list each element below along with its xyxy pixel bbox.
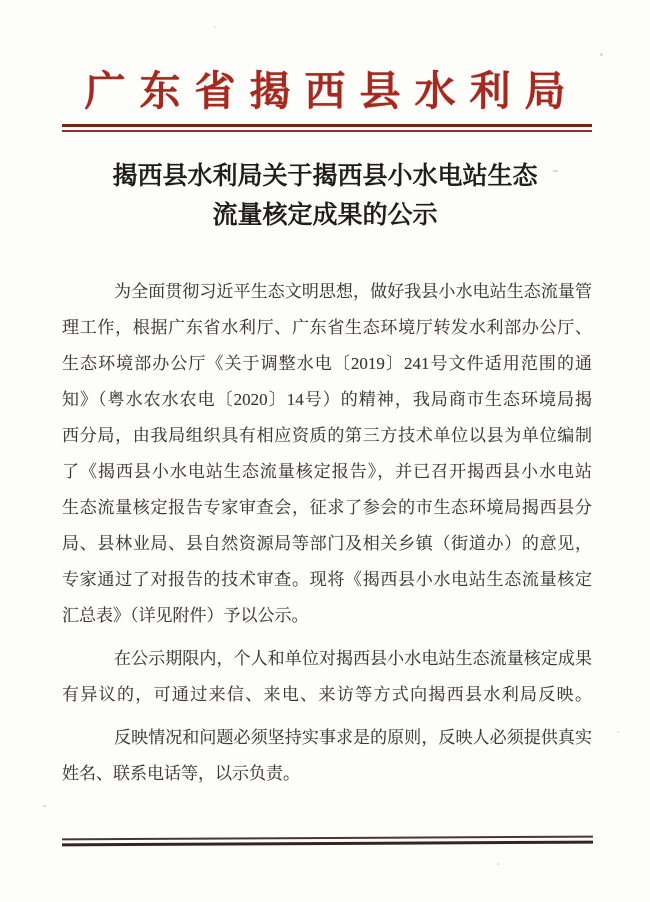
footer-rule-bottom-line bbox=[62, 841, 593, 847]
body-text-line: 生态环境部办公厅《关于调整水电〔2019〕241号文件适用范围的通 bbox=[62, 354, 592, 373]
body-text-line: 局、县林业局、县自然资源局等部门及相关乡镇（街道办）的意见， bbox=[62, 534, 592, 553]
body-text-line: 理工作，根据广东省水利厅、广东省生态环境厅转发水利部办公厅、 bbox=[62, 318, 592, 337]
scan-speck bbox=[600, 53, 603, 56]
agency-letterhead: 广东省揭西县水利局 bbox=[84, 68, 580, 114]
scan-speck bbox=[588, 401, 591, 404]
paragraph-1 bbox=[62, 274, 592, 634]
scan-speck bbox=[617, 731, 619, 733]
letterhead-rule-bottom bbox=[62, 130, 592, 132]
body-text-line: 姓名、联系电话等，以示负责。 bbox=[62, 764, 300, 783]
body-text-line: 生态流量核定报告专家审查会，征求了参会的市生态环境局揭西县分 bbox=[62, 498, 592, 517]
body-text-line: 为全面贯彻习近平生态文明思想，做好我县小水电站生态流量管 bbox=[114, 282, 592, 301]
body-text-line: 西分局，由我局组织具有相应资质的第三方技术单位以县为单位编制 bbox=[62, 426, 592, 445]
body-text-line: 专家通过了对报告的技术审查。现将《揭西县小水电站生态流量核定 bbox=[62, 570, 592, 589]
paragraph-2 bbox=[62, 641, 592, 713]
body-text-line: 反映情况和问题必须坚持实事求是的原则，反映人必须提供真实 bbox=[114, 728, 592, 747]
scan-speck bbox=[43, 805, 46, 807]
footer-divider-rule bbox=[62, 836, 593, 847]
document-title-line2: 流量核定成果的公示 bbox=[212, 202, 438, 229]
scan-speck bbox=[497, 863, 500, 865]
document-body bbox=[62, 274, 592, 799]
scan-speck bbox=[553, 170, 558, 172]
body-text-line: 知》（粤水农水农电〔2020〕14号）的精神，我局商市生态环境局揭 bbox=[62, 390, 592, 409]
body-text-line: 汇总表》（详见附件）予以公示。 bbox=[62, 606, 309, 625]
letterhead-rule-top bbox=[62, 124, 592, 127]
footer-rule-top-line bbox=[62, 836, 593, 841]
document-title bbox=[40, 157, 610, 235]
body-text-line: 了《揭西县小水电站生态流量核定报告》，并已召开揭西县小水电站 bbox=[62, 462, 592, 481]
paragraph-3 bbox=[62, 720, 592, 792]
body-text-line: 有异议的，可通过来信、来电、来访等方式向揭西县水利局反映。 bbox=[62, 685, 592, 704]
document-title-line1: 揭西县水利局关于揭西县小水电站生态 bbox=[112, 163, 538, 190]
body-text-line: 在公示期限内，个人和单位对揭西县小水电站生态流量核定成果 bbox=[114, 649, 592, 668]
scan-speck bbox=[214, 26, 216, 28]
